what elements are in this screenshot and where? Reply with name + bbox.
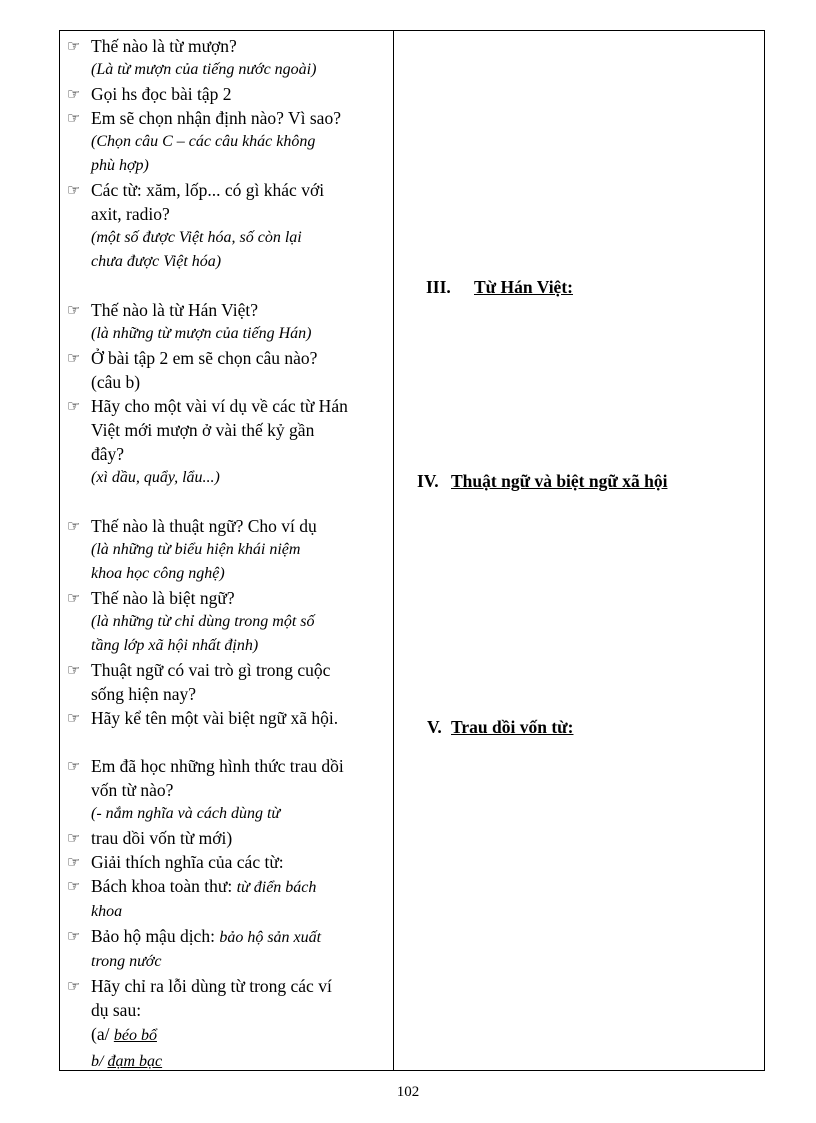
list-item-continued: Việt mới mượn ở vài thế kỷ gần [91, 420, 315, 440]
answer-note: (Chọn câu C – các câu khác không [91, 133, 316, 150]
page-number: 102 [396, 1084, 420, 1100]
list-item: ☞ Bách khoa toàn thư: từ điển bách [67, 876, 317, 896]
pointing-hand-icon: ☞ [67, 757, 81, 775]
list-item-continued: vốn từ nào? [91, 780, 174, 800]
section-heading-iv: IV. Thuật ngữ và biệt ngữ xã hội [417, 471, 668, 491]
lesson-table [59, 30, 765, 1071]
answer-note: (- nắm nghĩa và cách dùng từ [91, 805, 281, 822]
pointing-hand-icon: ☞ [67, 853, 81, 871]
example-b: b/ đạm bạc [91, 1053, 163, 1070]
list-item: ☞ Hãy kể tên một vài biệt ngữ xã hội. [67, 708, 339, 728]
answer-note: tầng lớp xã hội nhất định) [91, 637, 259, 654]
list-item-continued: dụ sau: [91, 1000, 142, 1020]
list-item: ☞ Ở bài tập 2 em sẽ chọn câu nào? [67, 348, 318, 368]
list-item: ☞ Em sẽ chọn nhận định nào? Vì sao? [67, 108, 341, 128]
section-heading-iii: III. Từ Hán Việt: [426, 277, 573, 297]
column-divider [393, 31, 394, 1070]
example-a: (a/ béo bổ [91, 1024, 157, 1044]
pointing-hand-icon: ☞ [67, 181, 81, 199]
pointing-hand-icon: ☞ [67, 927, 81, 945]
pointing-hand-icon: ☞ [67, 661, 81, 679]
answer-note: (là những từ mượn của tiếng Hán) [91, 325, 312, 342]
pointing-hand-icon: ☞ [67, 37, 81, 55]
answer-note: phù hợp) [91, 157, 149, 174]
answer-note: khoa học công nghệ) [91, 565, 225, 582]
list-item: ☞ Hãy cho một vài ví dụ về các từ Hán [67, 396, 348, 416]
answer-note: trong nước [91, 953, 162, 970]
list-item: ☞ Bảo hộ mậu dịch: bảo hộ sản xuất [67, 926, 322, 946]
list-item: ☞ Em đã học những hình thức trau dồi [67, 756, 344, 776]
pointing-hand-icon: ☞ [67, 829, 81, 847]
pointing-hand-icon: ☞ [67, 109, 81, 127]
list-item-continued: axit, radio? [91, 204, 170, 224]
list-item: ☞ trau dồi vốn từ mới) [67, 828, 233, 848]
answer-note: chưa được Việt hóa) [91, 253, 222, 270]
pointing-hand-icon: ☞ [67, 301, 81, 319]
list-item: ☞ Các từ: xăm, lốp... có gì khác với [67, 180, 325, 200]
list-item-continued: sống hiện nay? [91, 684, 196, 704]
pointing-hand-icon: ☞ [67, 349, 81, 367]
list-item: ☞ Thế nào là từ mượn? [67, 36, 237, 56]
answer-plain: (câu b) [91, 372, 141, 392]
list-item: ☞ Thuật ngữ có vai trò gì trong cuộc [67, 660, 331, 680]
pointing-hand-icon: ☞ [67, 517, 81, 535]
answer-note: (là những từ chỉ dùng trong một số [91, 613, 315, 630]
section-heading-v: V. Trau dồi vốn từ: [427, 717, 574, 737]
list-item-continued: đây? [91, 444, 125, 464]
list-item: ☞ Hãy chỉ ra lỗi dùng từ trong các ví [67, 976, 332, 996]
left-column [65, 34, 391, 1074]
answer-note: (Là từ mượn của tiếng nước ngoài) [91, 61, 317, 78]
answer-note: (xì dầu, quẩy, lẩu...) [91, 469, 220, 486]
pointing-hand-icon: ☞ [67, 977, 81, 995]
pointing-hand-icon: ☞ [67, 397, 81, 415]
answer-note: (một số được Việt hóa, số còn lại [91, 229, 302, 246]
pointing-hand-icon: ☞ [67, 877, 81, 895]
answer-note: (là những từ biểu hiện khái niệm [91, 541, 301, 558]
list-item: ☞ Giải thích nghĩa của các từ: [67, 852, 284, 872]
list-item: ☞ Gọi hs đọc bài tập 2 [67, 84, 232, 104]
pointing-hand-icon: ☞ [67, 589, 81, 607]
list-item: ☞ Thế nào là biệt ngữ? [67, 588, 235, 608]
answer-note: khoa [91, 903, 123, 920]
list-item: ☞ Thế nào là thuật ngữ? Cho ví dụ [67, 516, 317, 536]
list-item: ☞ Thế nào là từ Hán Việt? [67, 300, 259, 320]
pointing-hand-icon: ☞ [67, 709, 81, 727]
pointing-hand-icon: ☞ [67, 85, 81, 103]
